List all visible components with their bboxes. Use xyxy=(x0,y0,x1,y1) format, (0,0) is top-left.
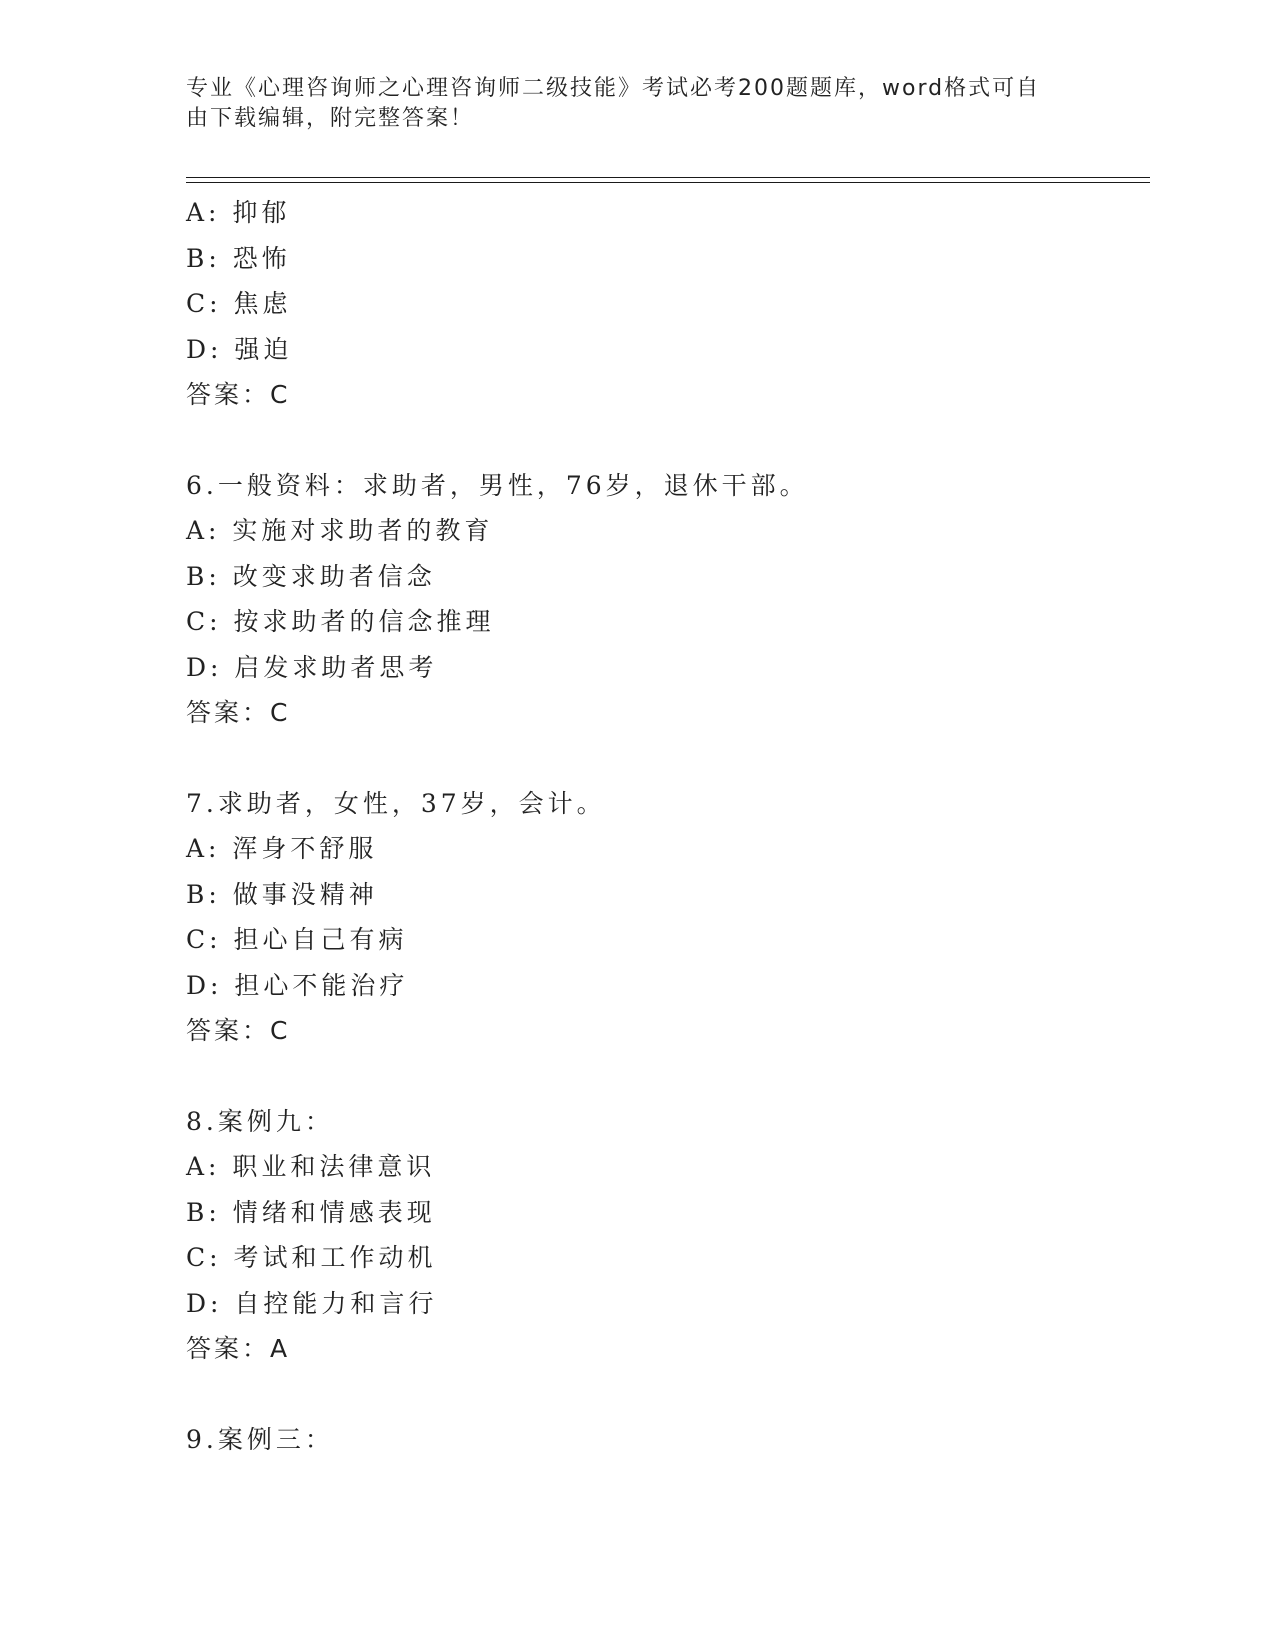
option-d: D: 启发求助者思考 xyxy=(186,652,438,682)
option-d: D: 自控能力和言行 xyxy=(186,1288,438,1318)
question-stem: 7.求助者，女性，37岁，会计。 xyxy=(186,788,606,818)
header-divider-top xyxy=(186,177,1150,178)
option-b: B: 做事没精神 xyxy=(186,879,378,909)
option-d: D: 强迫 xyxy=(186,334,293,364)
answer-line: 答案：C xyxy=(186,1016,291,1045)
option-b: B: 情绪和情感表现 xyxy=(186,1197,436,1227)
answer-line: 答案：A xyxy=(186,1334,291,1363)
option-a: A: 职业和法律意识 xyxy=(186,1152,436,1181)
option-b: B: 改变求助者信念 xyxy=(186,561,436,591)
question-stem: 6.一般资料：求助者，男性，76岁，退休干部。 xyxy=(186,470,809,500)
spacer xyxy=(186,1372,1146,1417)
question-stem: 9.案例三： xyxy=(186,1424,334,1454)
question-block-6 xyxy=(186,463,1146,736)
option-c: C: 考试和工作动机 xyxy=(186,1243,437,1272)
answer-line: 答案：C xyxy=(186,698,291,727)
document-header xyxy=(186,74,1066,134)
option-b: B: 恐怖 xyxy=(186,243,291,273)
option-a: A: 实施对求助者的教育 xyxy=(186,516,494,545)
spacer xyxy=(186,1054,1146,1099)
option-d: D: 担心不能治疗 xyxy=(186,970,409,1000)
header-line-1: 专业《心理咨询师之心理咨询师二级技能》考试必考200题题库，word格式可自 xyxy=(186,76,1041,101)
question-stem: 8.案例九： xyxy=(186,1106,334,1136)
spacer xyxy=(186,418,1146,463)
header-divider-bottom xyxy=(186,182,1150,183)
question-block-7 xyxy=(186,781,1146,1054)
option-c: C: 按求助者的信念推理 xyxy=(186,607,495,636)
spacer xyxy=(186,736,1146,781)
question-list xyxy=(186,190,1146,1462)
answer-line: 答案：C xyxy=(186,380,291,409)
option-c: C: 焦虑 xyxy=(186,289,292,318)
option-c: C: 担心自己有病 xyxy=(186,925,408,954)
question-block-5 xyxy=(186,190,1146,418)
option-a: A: 抑郁 xyxy=(186,198,291,227)
question-block-8 xyxy=(186,1099,1146,1372)
header-line-2: 由下载编辑，附完整答案！ xyxy=(186,106,475,131)
option-a: A: 浑身不舒服 xyxy=(186,834,378,863)
question-block-9 xyxy=(186,1417,1146,1463)
